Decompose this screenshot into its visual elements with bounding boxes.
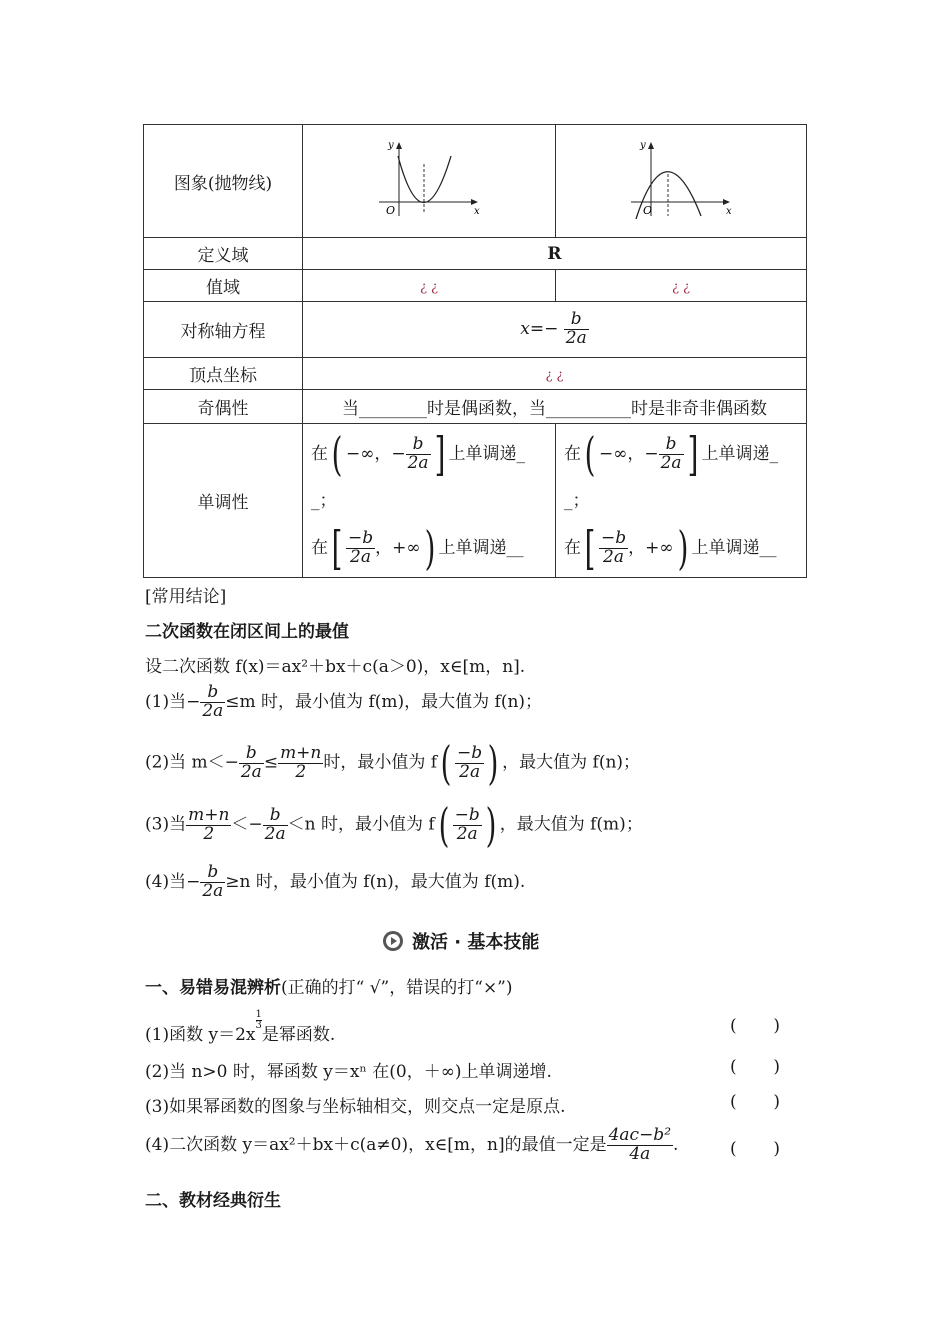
conclusion-case-4: (4)当− $\frac{b}{2a}$ ≥n 时，最小值为 f(n)，最大值为 f(m). <box>145 862 526 901</box>
axis-x: x <box>520 319 530 339</box>
graph-y-label-2: y <box>640 139 646 151</box>
mono-desc-2: 上单调递__ <box>438 537 524 558</box>
skills-section-1 <box>145 973 513 998</box>
row-label-domain: 定义域 <box>144 238 303 270</box>
axis-fraction: $\frac{b}{2a}$ <box>565 309 587 348</box>
skills-section-1-title: 一、易错易混辨析 <box>145 978 281 998</box>
play-circle-icon <box>382 930 404 952</box>
range-right-value: ¿ ¿ <box>671 279 691 295</box>
mono-interval-b: ，+∞ <box>375 537 421 558</box>
graph-y-label: y <box>388 139 394 151</box>
question-4: (4)二次函数 y＝ax²＋bx＋c(a≠0)，x∈[m，n]的最值一定是 $\frac{\text{4ac−b²}}{4a}$ . <box>145 1125 679 1164</box>
graph-cell-downward <box>556 125 807 238</box>
skills-banner-text: 激活 · 基本技能 <box>412 932 540 953</box>
mono-line-2-r: _； <box>564 490 590 511</box>
question-3: (3)如果幂函数的图象与坐标轴相交，则交点一定是原点. <box>145 1097 566 1117</box>
conclusion-case-1: (1)当− $\frac{b}{2a}$ ≤m 时，最小值为 f(m)，最大值为 f(n)； <box>145 682 543 721</box>
question-2: (2)当 n>0 时，幂函数 y＝xⁿ 在(0，＋∞)上单调递增. <box>145 1062 552 1082</box>
parity-value: 当________时是偶函数，当__________时是非奇非偶函数 <box>303 390 807 424</box>
mono-left-cell: 在( −∞，− $\frac{b}{2a}$ ] 上单调递_ _； 在[ $\frac{-b}{2a}$ ，+∞) 上单调递__ <box>303 424 556 578</box>
row-label-graph: 图象(抛物线) <box>144 125 303 238</box>
mono-in-r: 在 <box>564 443 581 464</box>
conclusion-intro: 设二次函数 f(x)＝ax²＋bx＋c(a＞0)，x∈[m，n]. <box>145 657 526 677</box>
mono-frac-2: $\frac{-b}{2a}$ <box>347 527 374 567</box>
mono-interval-a: −∞，− <box>345 443 406 464</box>
parabola-down-graph <box>626 134 736 224</box>
row-label-mono: 单调性 <box>144 424 303 578</box>
mono-frac-r: $\frac{b}{2a}$ <box>660 433 682 473</box>
conclusion-tag: [常用结论] <box>145 587 227 607</box>
mono-interval-a-r: −∞，− <box>598 443 659 464</box>
graph-origin-label-2: O <box>643 203 653 217</box>
row-label-parity: 奇偶性 <box>144 390 303 424</box>
range-left-value: ¿ ¿ <box>419 279 439 295</box>
graph-x-label-2: x <box>726 205 732 217</box>
mono-in-2: 在 <box>311 537 328 558</box>
answer-paren-4[interactable]: ( ) <box>730 1139 780 1159</box>
skills-banner <box>382 928 539 954</box>
mono-desc-2-r: 上单调递__ <box>691 537 777 558</box>
mono-frac: $\frac{b}{2a}$ <box>407 433 429 473</box>
row-label-axis: 对称轴方程 <box>144 302 303 358</box>
skills-section-2: 二、教材经典衍生 <box>145 1191 281 1211</box>
graph-x-label: x <box>474 205 480 217</box>
mono-desc-1: 上单调递_ <box>448 443 526 464</box>
properties-table <box>143 124 807 578</box>
mono-interval-b-r: ，+∞ <box>628 537 674 558</box>
conclusion-case-3: (3)当 $\frac{m+n}{2}$ ＜− $\frac{b}{2a}$ ＜n 时，最小值为 f( $\frac{-b}{2a}$ ) ，最大值为 f(m)； <box>145 798 643 852</box>
axis-formula <box>303 302 807 358</box>
vertex-value: ¿ ¿ <box>545 367 564 383</box>
answer-paren-3[interactable]: ( ) <box>730 1092 780 1112</box>
question-1: (1)函数 y＝2x $^{\frac{1}{3}}$ 是幂函数. <box>145 1009 336 1045</box>
mono-in-2-r: 在 <box>564 537 581 558</box>
parabola-up-graph <box>374 134 484 224</box>
mono-in: 在 <box>311 443 328 464</box>
row-label-range: 值域 <box>144 270 303 302</box>
mono-right-cell: 在( −∞，− $\frac{b}{2a}$ ] 上单调递_ _； 在[ $\frac{-b}{2a}$ ，+∞) 上单调递__ <box>556 424 807 578</box>
mono-frac-2-r: $\frac{-b}{2a}$ <box>600 527 627 567</box>
graph-cell-upward <box>303 125 556 238</box>
skills-section-1-note: (正确的打“ √”，错误的打“×”) <box>281 978 513 998</box>
mono-line-2: _； <box>311 490 337 511</box>
answer-paren-1[interactable]: ( ) <box>730 1016 780 1036</box>
graph-origin-label: O <box>386 203 396 217</box>
mono-desc-1-r: 上单调递_ <box>701 443 779 464</box>
axis-eq: =− <box>529 319 559 339</box>
conclusion-case-2: (2)当 m＜− $\frac{b}{2a}$ ≤ $\frac{m+n}{2}$ 时，最小值为 f( $\frac{-b}{2a}$ ) ，最大值为 f(n)； <box>145 736 641 790</box>
conclusion-title: 二次函数在闭区间上的最值 <box>145 622 349 642</box>
row-label-vertex: 顶点坐标 <box>144 358 303 390</box>
answer-paren-2[interactable]: ( ) <box>730 1057 780 1077</box>
domain-value: R <box>303 238 807 270</box>
